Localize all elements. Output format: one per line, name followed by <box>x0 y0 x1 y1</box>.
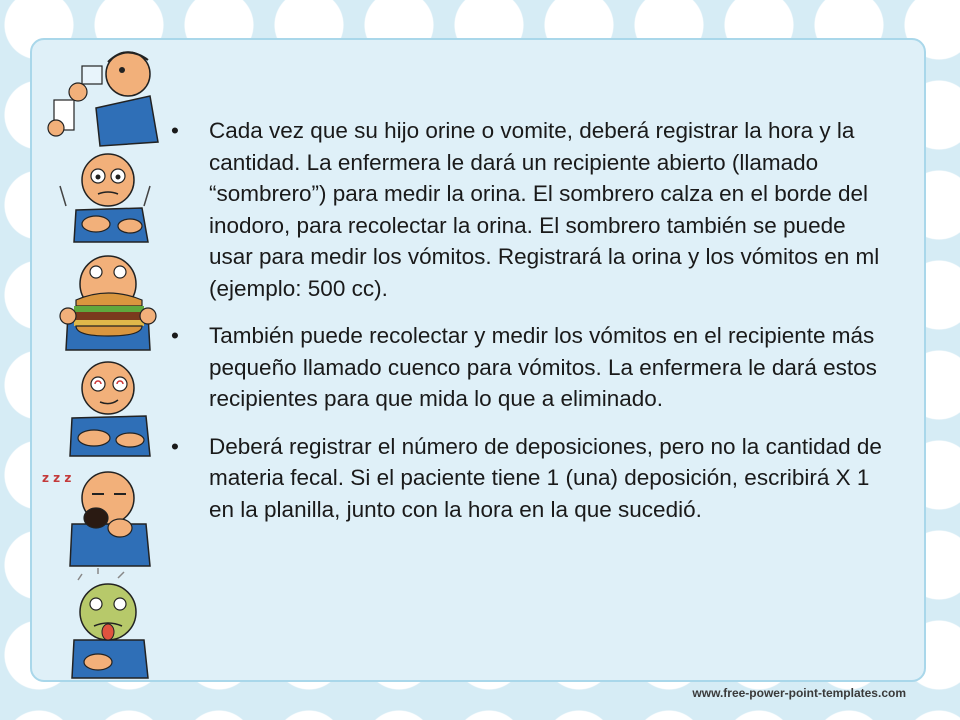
svg-text:z z z: z z z <box>42 471 72 485</box>
bullet-icon: • <box>171 433 179 459</box>
bullet-item <box>170 320 895 415</box>
bullet-icon: • <box>171 118 179 143</box>
bullet-item <box>170 431 895 526</box>
boy-scratching-icon <box>60 154 150 242</box>
boy-dizzy-icon <box>70 362 150 456</box>
boy-sick-icon <box>72 568 148 678</box>
boy-eating-burger-icon <box>60 256 156 350</box>
footer-url: www.free-power-point-templates.com <box>692 686 906 700</box>
boy-drinking-icon <box>48 52 158 146</box>
bullet-text: Cada vez que su hijo orine o vomite, deberá registrar la hora y la cantidad. La enfermera le dará un recipiente abierto (llamado “sombrero”) para medir la orina. El sombrero calza en el borde del inodoro, para recolectar la orina. El sombrero también se puede usar para medir los vómitos. Registrará la orina y los vómitos en ml (ejemplo: 500 cc). <box>209 118 880 301</box>
illustration-column <box>38 42 160 682</box>
bullet-text: También puede recolectar y medir los vómitos en el recipiente más pequeño llamado cuenco para vómitos. La enfermera le dará estos recipientes para que mida lo que a eliminado. <box>209 323 877 411</box>
bullet-icon: • <box>171 323 179 348</box>
bullet-list <box>170 115 895 541</box>
bullet-text: Deberá registrar el número de deposiciones, pero no la cantidad de materia fecal. Si el paciente tiene 1 (una) deposición, escribirá X 1 en la planilla, junto con la hora en la que sucedió. <box>209 433 882 522</box>
boy-sleepy-icon <box>42 471 150 566</box>
bullet-item <box>170 115 895 304</box>
